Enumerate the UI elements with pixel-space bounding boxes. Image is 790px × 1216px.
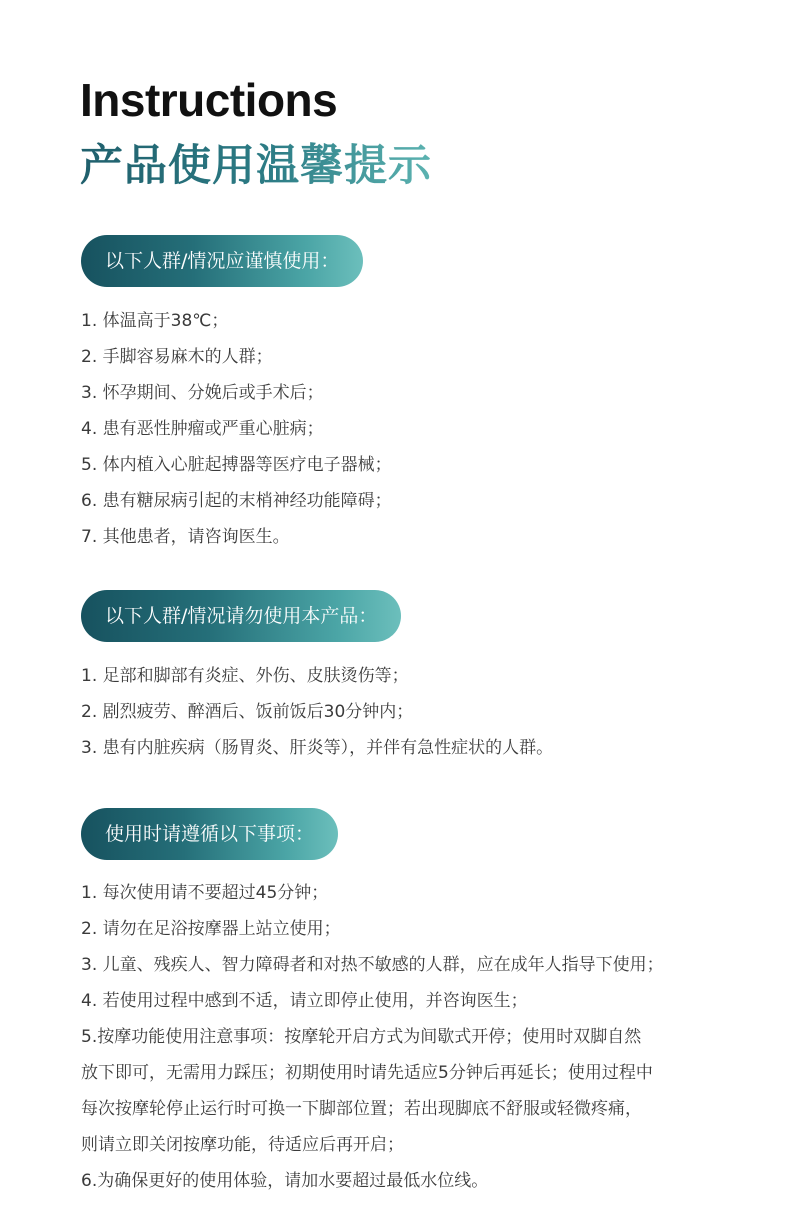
list-item: 3. 患有内脏疾病（肠胃炎、肝炎等），并伴有急性症状的人群。 <box>81 738 554 758</box>
caution-list <box>81 303 392 555</box>
section-heading-caution: 以下人群/情况应谨慎使用： <box>81 235 363 287</box>
usage-rules-list <box>81 875 664 1199</box>
list-item: 6.为确保更好的使用体验，请加水要超过最低水位线。 <box>81 1171 489 1191</box>
list-item: 5. 体内植入心脏起搏器等医疗电子器械； <box>81 455 392 475</box>
list-item: 4. 患有恶性肿瘤或严重心脏病； <box>81 419 324 439</box>
list-item: 2. 剧烈疲劳、醉酒后、饭前饭后30分钟内； <box>81 702 414 722</box>
list-item: 4. 若使用过程中感到不适，请立即停止使用，并咨询医生； <box>81 991 528 1011</box>
page-title-cn: 产品使用温馨提示 <box>80 136 432 196</box>
list-item: 3. 怀孕期间、分娩后或手术后； <box>81 383 324 403</box>
list-item: 1. 足部和脚部有炎症、外伤、皮肤烫伤等； <box>81 666 409 686</box>
section-heading-prohibited: 以下人群/情况请勿使用本产品： <box>81 590 401 642</box>
list-item: 1. 每次使用请不要超过45分钟； <box>81 883 329 903</box>
list-item: 每次按摩轮停止运行时可换一下脚部位置；若出现脚底不舒服或轻微疼痛， <box>81 1099 642 1119</box>
list-item: 5.按摩功能使用注意事项：按摩轮开启方式为间歇式开停；使用时双脚自然 <box>81 1027 642 1047</box>
list-item: 放下即可，无需用力踩压；初期使用时请先适应5分钟后再延长；使用过程中 <box>81 1063 653 1083</box>
list-item: 3. 儿童、残疾人、智力障碍者和对热不敏感的人群，应在成年人指导下使用； <box>81 955 664 975</box>
list-item: 6. 患有糖尿病引起的末梢神经功能障碍； <box>81 491 392 511</box>
page-title-en: Instructions <box>80 74 338 126</box>
list-item: 1. 体温高于38℃； <box>81 311 229 331</box>
list-item: 则请立即关闭按摩功能，待适应后再开启； <box>81 1135 404 1155</box>
prohibited-list <box>81 658 553 766</box>
list-item: 7. 其他患者，请咨询医生。 <box>81 527 290 547</box>
section-heading-usage-rules: 使用时请遵循以下事项： <box>81 808 338 860</box>
list-item: 2. 请勿在足浴按摩器上站立使用； <box>81 919 341 939</box>
list-item: 2. 手脚容易麻木的人群； <box>81 347 273 367</box>
